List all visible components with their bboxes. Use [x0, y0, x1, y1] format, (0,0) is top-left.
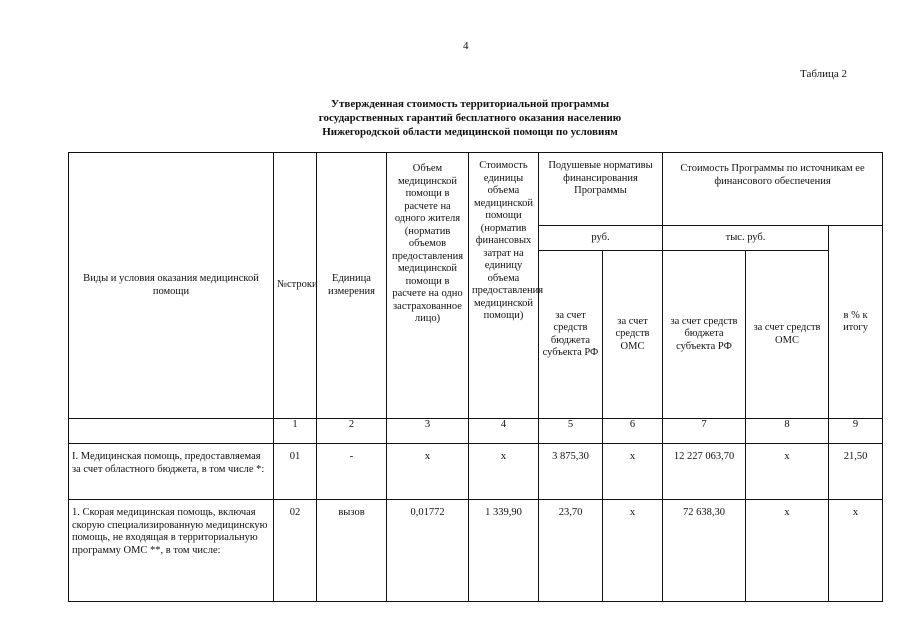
title-line-1: Утвержденная стоимость территориальной программы	[330, 98, 610, 110]
column-number-cell: 6	[603, 419, 663, 444]
row-unit: вызов	[317, 500, 387, 602]
header-sources-group: Стоимость Программы по источникам ее финансового обеспечения	[663, 153, 883, 226]
row-pc-budget: 23,70	[539, 500, 603, 602]
row-volume: 0,01772	[387, 500, 469, 602]
row-pc-budget: 3 875,30	[539, 444, 603, 500]
column-number-cell: 5	[539, 419, 603, 444]
header-line-number: №строки	[274, 153, 317, 419]
cost-table	[68, 152, 883, 602]
table-row	[69, 444, 883, 500]
header-total-oms: за счет средств ОМС	[746, 251, 829, 419]
header-per-capita-group: Подушевые нормативы финансирования Программы	[539, 153, 663, 226]
column-number-cell	[69, 419, 274, 444]
row-line-number: 02	[274, 500, 317, 602]
row-line-number: 01	[274, 444, 317, 500]
header-unit-rub: руб.	[539, 226, 663, 251]
row-percent: х	[829, 500, 883, 602]
column-number-cell: 2	[317, 419, 387, 444]
header-unit: Единица измерения	[317, 153, 387, 419]
row-cost: 1 339,90	[469, 500, 539, 602]
title-line-3: Нижегородской области медицинской помощи по условиям	[322, 126, 618, 138]
title-line-2: государственных гарантий бесплатного оказания населению	[318, 112, 622, 124]
row-unit: -	[317, 444, 387, 500]
row-name: 1. Скорая медицинская помощь, включая скорую специализированную медицинскую помощь, не входящая в территориальную программу ОМС **, в том числе:	[69, 500, 274, 602]
column-number-cell: 4	[469, 419, 539, 444]
table-label: Таблица 2	[800, 68, 848, 80]
header-percent-total: в % к итогу	[829, 226, 883, 419]
row-total-oms: х	[746, 444, 829, 500]
header-unit-thousand-rub: тыс. руб.	[663, 226, 829, 251]
column-number-cell: 1	[274, 419, 317, 444]
header-types-conditions: Виды и условия оказания медицинской помощи	[69, 153, 274, 419]
column-number-cell: 3	[387, 419, 469, 444]
column-number-cell: 9	[829, 419, 883, 444]
row-percent: 21,50	[829, 444, 883, 500]
column-number-row	[69, 419, 883, 444]
header-unit-cost: Стоимость единицы объема медицинской помощи (норматив финансовых затрат на единицу объема предоставления медицинской помощи)	[469, 153, 539, 419]
page-number: 4	[463, 40, 469, 52]
row-total-budget: 12 227 063,70	[663, 444, 746, 500]
document-title	[200, 97, 740, 139]
row-total-oms: х	[746, 500, 829, 602]
row-pc-oms: х	[603, 444, 663, 500]
column-number-cell: 8	[746, 419, 829, 444]
header-pc-budget: за счет средств бюджета субъекта РФ	[539, 251, 603, 419]
table-row	[69, 500, 883, 602]
header-pc-oms: за счет средств ОМС	[603, 251, 663, 419]
header-volume: Объем медицинской помощи в расчете на одного жителя (норматив объемов предоставления медицинской помощи в расчете на одно застрахованное лицо)	[387, 153, 469, 419]
row-total-budget: 72 638,30	[663, 500, 746, 602]
row-cost: х	[469, 444, 539, 500]
row-volume: х	[387, 444, 469, 500]
row-pc-oms: х	[603, 500, 663, 602]
header-total-budget: за счет средств бюджета субъекта РФ	[663, 251, 746, 419]
column-number-cell: 7	[663, 419, 746, 444]
row-name: I. Медицинская помощь, предоставляемая за счет областного бюджета, в том числе *:	[69, 444, 274, 500]
